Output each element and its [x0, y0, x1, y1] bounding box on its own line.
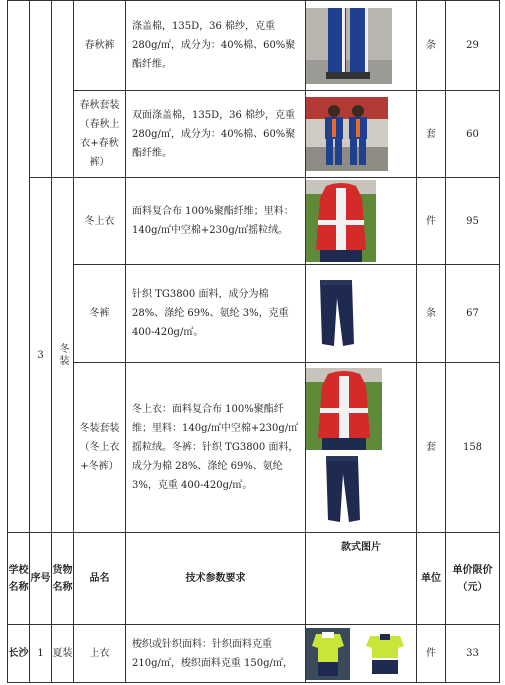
- item-image: [306, 363, 417, 533]
- item-price: 95: [446, 178, 500, 265]
- category-cell: 冬装: [52, 178, 74, 533]
- category-cell: 夏装: [52, 625, 74, 683]
- item-name: 上衣: [74, 625, 126, 683]
- item-price: 33: [446, 625, 500, 683]
- table-row: [8, 1, 500, 91]
- item-spec: 梭织或针织面料：针织面料克重 210g/㎡，梭织面料克重 150g/㎡，: [126, 625, 306, 683]
- item-price: 29: [446, 1, 500, 91]
- header-price: 单价限价（元）: [446, 533, 500, 625]
- seq-cell: 3: [30, 178, 52, 533]
- item-unit: 条: [417, 265, 446, 363]
- item-name: 春秋裤: [74, 1, 126, 91]
- item-name: 春秋套装（春秋上衣+春秋裤）: [74, 91, 126, 178]
- header-school: 学校名称: [8, 533, 30, 625]
- navy-track-pants-photo: [306, 8, 392, 84]
- navy-winter-pants-photo: [306, 274, 366, 354]
- header-row: [8, 533, 500, 625]
- item-unit: 套: [417, 363, 446, 533]
- header-name: 品名: [74, 533, 126, 625]
- item-spec: 双面涤盖棉，135D，36 棉纱，克重 280g/㎡，成分为：40%棉、60%聚酯纤维。: [126, 91, 306, 178]
- red-winter-jacket-photo: [306, 180, 376, 262]
- item-spec: 针织 TG3800 面料，成分为棉 28%、涤纶 69%、氨纶 3%，克重 400-420g/㎡。: [126, 265, 306, 363]
- item-spec: 面料复合布 100%聚酯纤维；里料：140g/㎡中空棉+230g/㎡摇粒绒。: [126, 178, 306, 265]
- school-cell-empty: [8, 1, 30, 533]
- item-price: 67: [446, 265, 500, 363]
- item-price: 60: [446, 91, 500, 178]
- item-name: 冬上衣: [74, 178, 126, 265]
- item-image: [306, 625, 417, 683]
- header-image: 款式图片: [306, 533, 417, 625]
- winter-jacket-and-pants-photo: [306, 368, 382, 528]
- table-row: [8, 625, 500, 683]
- header-unit: 单位: [417, 533, 446, 625]
- item-price: 158: [446, 363, 500, 533]
- header-category: 货物名称: [52, 533, 74, 625]
- item-unit: 件: [417, 178, 446, 265]
- item-image: [306, 265, 417, 363]
- header-seq: 序号: [30, 533, 52, 625]
- category-cell-empty: [52, 1, 74, 178]
- item-spec: 涤盖棉，135D，36 棉纱，克重 280g/㎡，成分为：40%棉、60%聚酯纤维。: [126, 1, 306, 91]
- table-row: [8, 363, 500, 533]
- summer-uniform-photos: [306, 628, 410, 680]
- table-row: [8, 91, 500, 178]
- school-cell: 长沙: [8, 625, 30, 683]
- header-spec: 技术参数要求: [126, 533, 306, 625]
- item-name: 冬装套装（冬上衣+冬裤）: [74, 363, 126, 533]
- children-in-spring-uniform-photo: [306, 97, 388, 171]
- item-unit: 条: [417, 1, 446, 91]
- item-unit: 件: [417, 625, 446, 683]
- uniform-spec-table: [7, 0, 500, 683]
- item-unit: 套: [417, 91, 446, 178]
- item-image: [306, 178, 417, 265]
- item-name: 冬裤: [74, 265, 126, 363]
- table-row: [8, 265, 500, 363]
- table-row: [8, 178, 500, 265]
- item-image: [306, 1, 417, 91]
- item-spec: 冬上衣：面料复合布 100%聚酯纤维；里料：140g/㎡中空棉+230g/㎡摇粒绒。冬裤：针织 TG3800 面料，成分为棉 28%、涤纶 69%、氨纶 3%，克重 400-420g/㎡。: [126, 363, 306, 533]
- seq-cell-empty: [30, 1, 52, 178]
- item-image: [306, 91, 417, 178]
- seq-cell: 1: [30, 625, 52, 683]
